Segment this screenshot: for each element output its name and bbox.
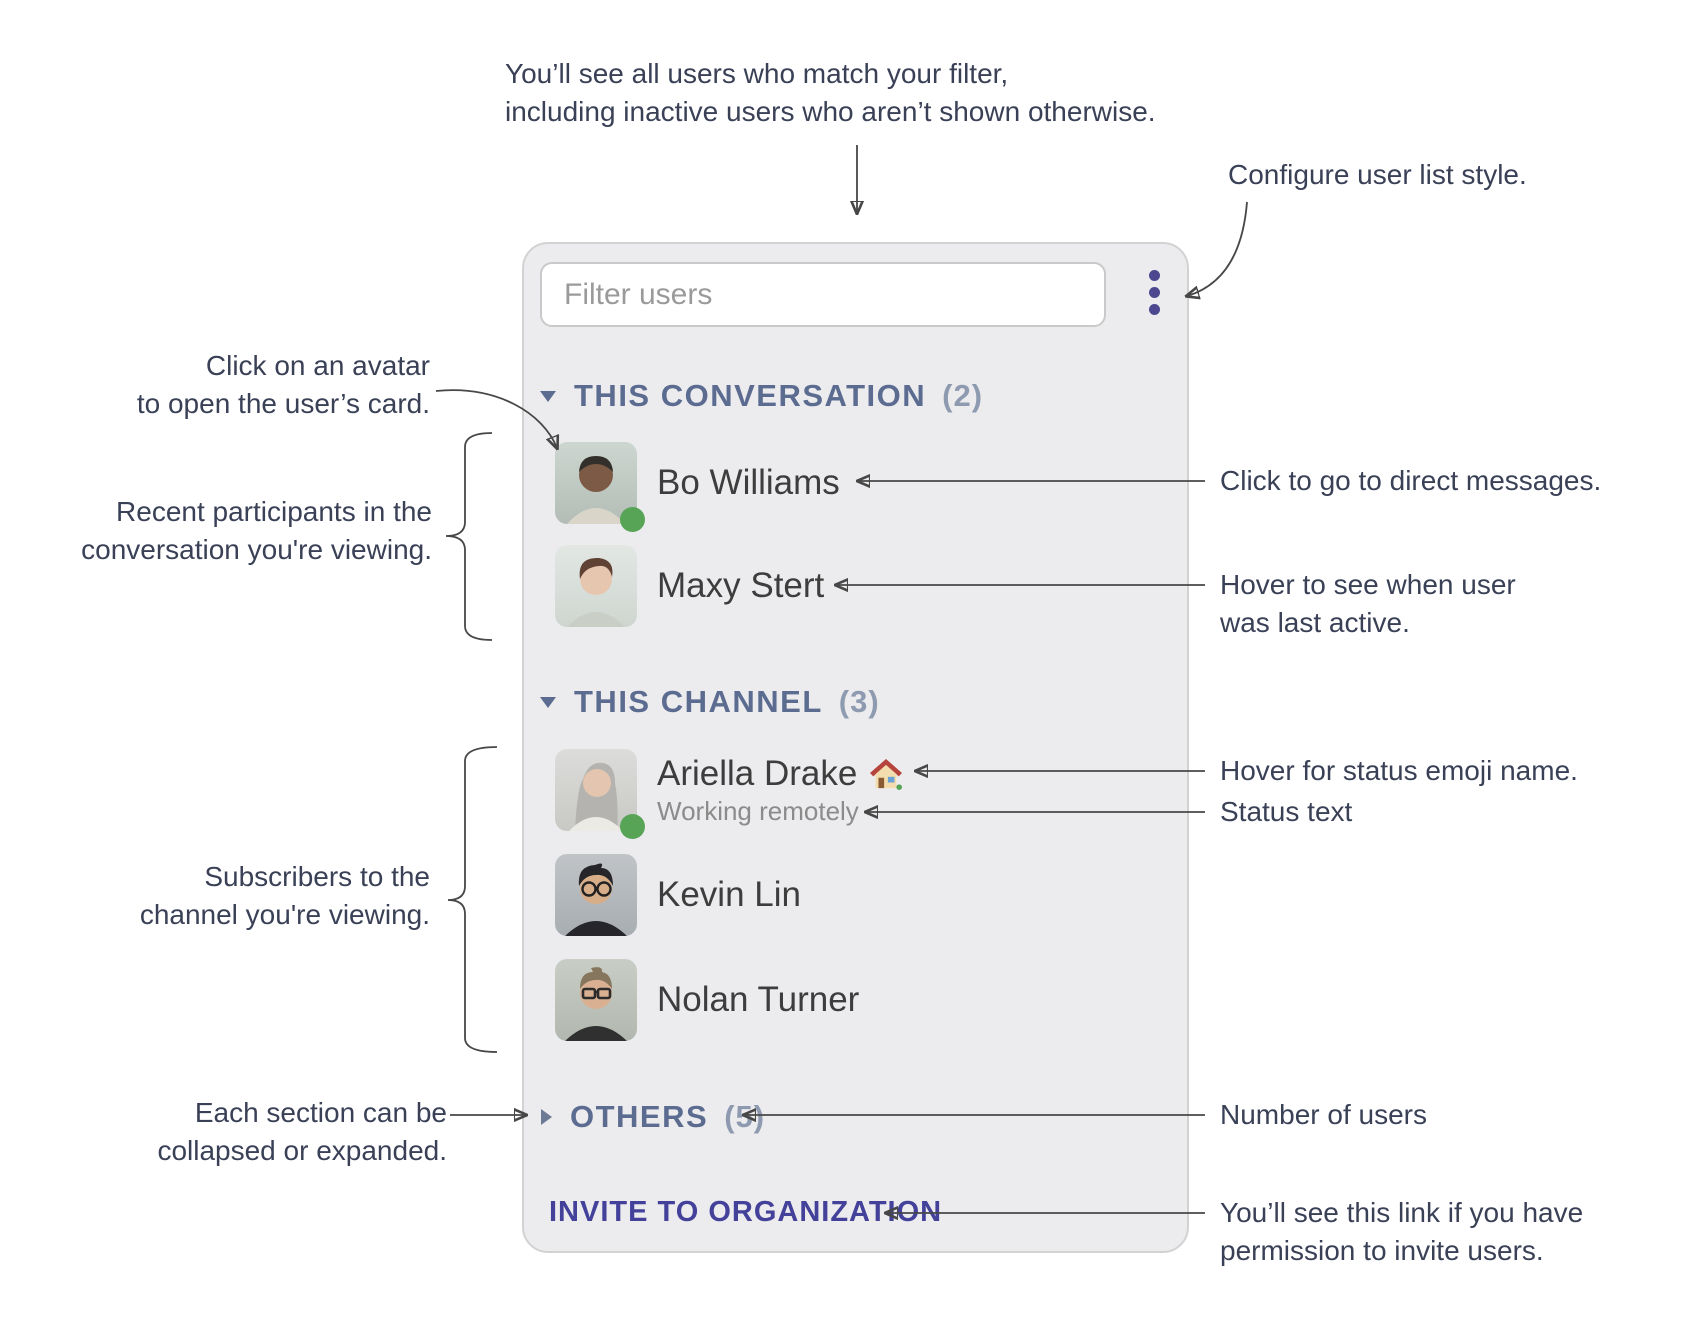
brace-conversation-rows xyxy=(446,433,492,640)
user-name: Nolan Turner xyxy=(657,980,860,1019)
section-header-others[interactable] xyxy=(538,1099,765,1135)
presence-online-dot xyxy=(620,507,645,532)
user-row-ariella-drake[interactable] xyxy=(555,749,903,831)
note-status-emoji: Hover for status emoji name. xyxy=(1220,755,1578,786)
presence-online-dot xyxy=(620,814,645,839)
avatar-bo-williams[interactable] xyxy=(555,442,637,524)
user-row-kevin-lin[interactable] xyxy=(555,854,801,936)
section-count: (5) xyxy=(724,1099,766,1134)
avatar-nolan-turner[interactable] xyxy=(555,959,637,1041)
note-configure-style: Configure user list style. xyxy=(1228,159,1527,190)
note-invite-permission: You’ll see this link if you have permission to invite users. xyxy=(1220,1197,1584,1266)
note-avatar-card: Click on an avatar to open the user’s card. xyxy=(136,350,430,419)
note-recent-participants: Recent participants in the conversation you're viewing. xyxy=(81,496,432,565)
section-header-this-conversation[interactable] xyxy=(538,378,983,414)
user-list-panel xyxy=(522,242,1189,1253)
invite-to-organization-link[interactable]: INVITE TO ORGANIZATION xyxy=(549,1196,943,1228)
user-text-block xyxy=(657,754,903,826)
user-status-text: Working remotely xyxy=(657,796,859,826)
note-status-text: Status text xyxy=(1220,796,1353,827)
user-row-bo-williams[interactable] xyxy=(555,442,840,524)
user-name: Bo Williams xyxy=(657,463,840,502)
user-row-maxy-stert[interactable] xyxy=(555,545,824,627)
user-row-nolan-turner[interactable] xyxy=(555,959,859,1041)
note-collapse-expand: Each section can be collapsed or expanded. xyxy=(157,1097,447,1166)
user-name: Ariella Drake xyxy=(657,754,858,793)
user-name: Kevin Lin xyxy=(657,875,801,914)
brace-channel-rows xyxy=(448,747,497,1052)
section-count: (3) xyxy=(838,684,880,719)
arrow-configure-to-menu xyxy=(1187,202,1247,296)
note-subscribers: Subscribers to the channel you're viewing. xyxy=(139,861,430,930)
filter-users-input[interactable] xyxy=(540,262,1106,327)
avatar-photo xyxy=(555,545,637,627)
vertical-ellipsis-icon[interactable] xyxy=(1143,270,1165,315)
avatar-maxy-stert[interactable] xyxy=(555,545,637,627)
collapse-triangle-icon xyxy=(538,694,558,710)
section-header-this-channel[interactable] xyxy=(538,684,880,720)
note-last-active: Hover to see when user was last active. xyxy=(1220,569,1516,638)
collapse-triangle-icon xyxy=(538,388,558,404)
note-direct-messages: Click to go to direct messages. xyxy=(1220,465,1602,496)
expand-triangle-icon xyxy=(538,1107,554,1127)
avatar-kevin-lin[interactable] xyxy=(555,854,637,936)
house-status-emoji-icon xyxy=(869,758,903,790)
note-filter-results: You’ll see all users who match your filter, including inactive users who aren’t shown otherwise. xyxy=(505,58,1156,127)
section-label: THIS CONVERSATION xyxy=(574,378,927,413)
note-user-count: Number of users xyxy=(1220,1099,1427,1130)
avatar-photo xyxy=(555,959,637,1041)
avatar-photo xyxy=(555,854,637,936)
section-label: THIS CHANNEL xyxy=(574,684,823,719)
section-label: OTHERS xyxy=(570,1099,709,1134)
avatar-ariella-drake[interactable] xyxy=(555,749,637,831)
section-count: (2) xyxy=(942,378,984,413)
user-name: Maxy Stert xyxy=(657,566,825,605)
